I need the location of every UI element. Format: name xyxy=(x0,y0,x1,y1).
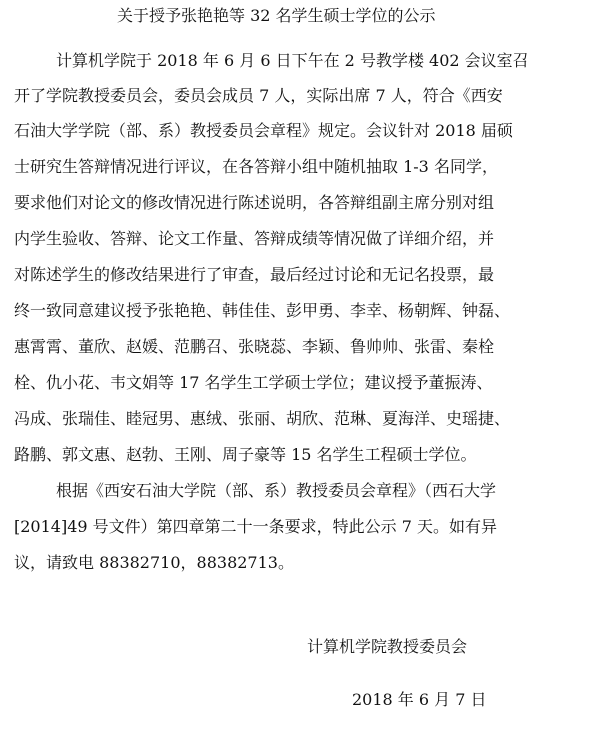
paragraph1-line-6: 内学生验收、答辩、论文工作量、答辩成绩等情况做了详细介绍，并 xyxy=(14,229,495,248)
paragraph2-line-1: 根据《西安石油大学院（部、系）教授委员会章程》（西石大学 xyxy=(56,481,497,500)
paragraph1-line-9: 惠霄霄、董欣、赵媛、范鹏召、张晓蕊、李颖、鲁帅帅、张雷、秦栓 xyxy=(14,337,495,356)
paragraph1-line-2: 开了学院教授委员会，委员会成员 7 人，实际出席 7 人，符合《西安 xyxy=(14,86,503,105)
paragraph1-line-5: 要求他们对论文的修改情况进行陈述说明，各答辩组副主席分别对组 xyxy=(14,193,495,212)
paragraph1-line-3: 石油大学学院（部、系）教授委员会章程》规定。会议针对 2018 届硕 xyxy=(14,121,513,140)
paragraph1-line-4: 士研究生答辩情况进行评议，在各答辩小组中随机抽取 1-3 名同学， xyxy=(14,157,498,176)
paragraph1-line-1: 计算机学院于 2018 年 6 月 6 日下午在 2 号教学楼 402 会议室召 xyxy=(56,51,529,70)
paragraph1-line-10: 栓、仇小花、韦文娟等 17 名学生工学硕士学位；建议授予董振涛、 xyxy=(14,373,493,392)
paragraph2-line-2: [2014]49 号文件）第四章第二十一条要求，特此公示 7 天。如有异 xyxy=(14,517,498,536)
paragraph1-line-7: 对陈述学生的修改结果进行了审查，最后经过讨论和无记名投票，最 xyxy=(14,265,495,284)
paragraph1-line-8: 终一致同意建议授予张艳艳、韩佳佳、彭甲勇、李幸、杨朝辉、钟磊、 xyxy=(14,301,511,320)
paragraph1-line-11: 冯成、张瑞佳、睦冠男、惠绒、张丽、胡欣、范琳、夏海洋、史瑶捷、 xyxy=(14,409,511,428)
paragraph1-line-12: 路鹏、郭文惠、赵勃、王刚、周子豪等 15 名学生工程硕士学位。 xyxy=(14,445,477,464)
paragraph2-line-3: 议，请致电 88382710，88382713。 xyxy=(14,553,294,572)
signature: 计算机学院教授委员会 xyxy=(307,637,468,656)
date: 2018 年 6 月 7 日 xyxy=(352,690,487,709)
notice-title: 关于授予张艳艳等 32 名学生硕士学位的公示 xyxy=(117,6,436,25)
